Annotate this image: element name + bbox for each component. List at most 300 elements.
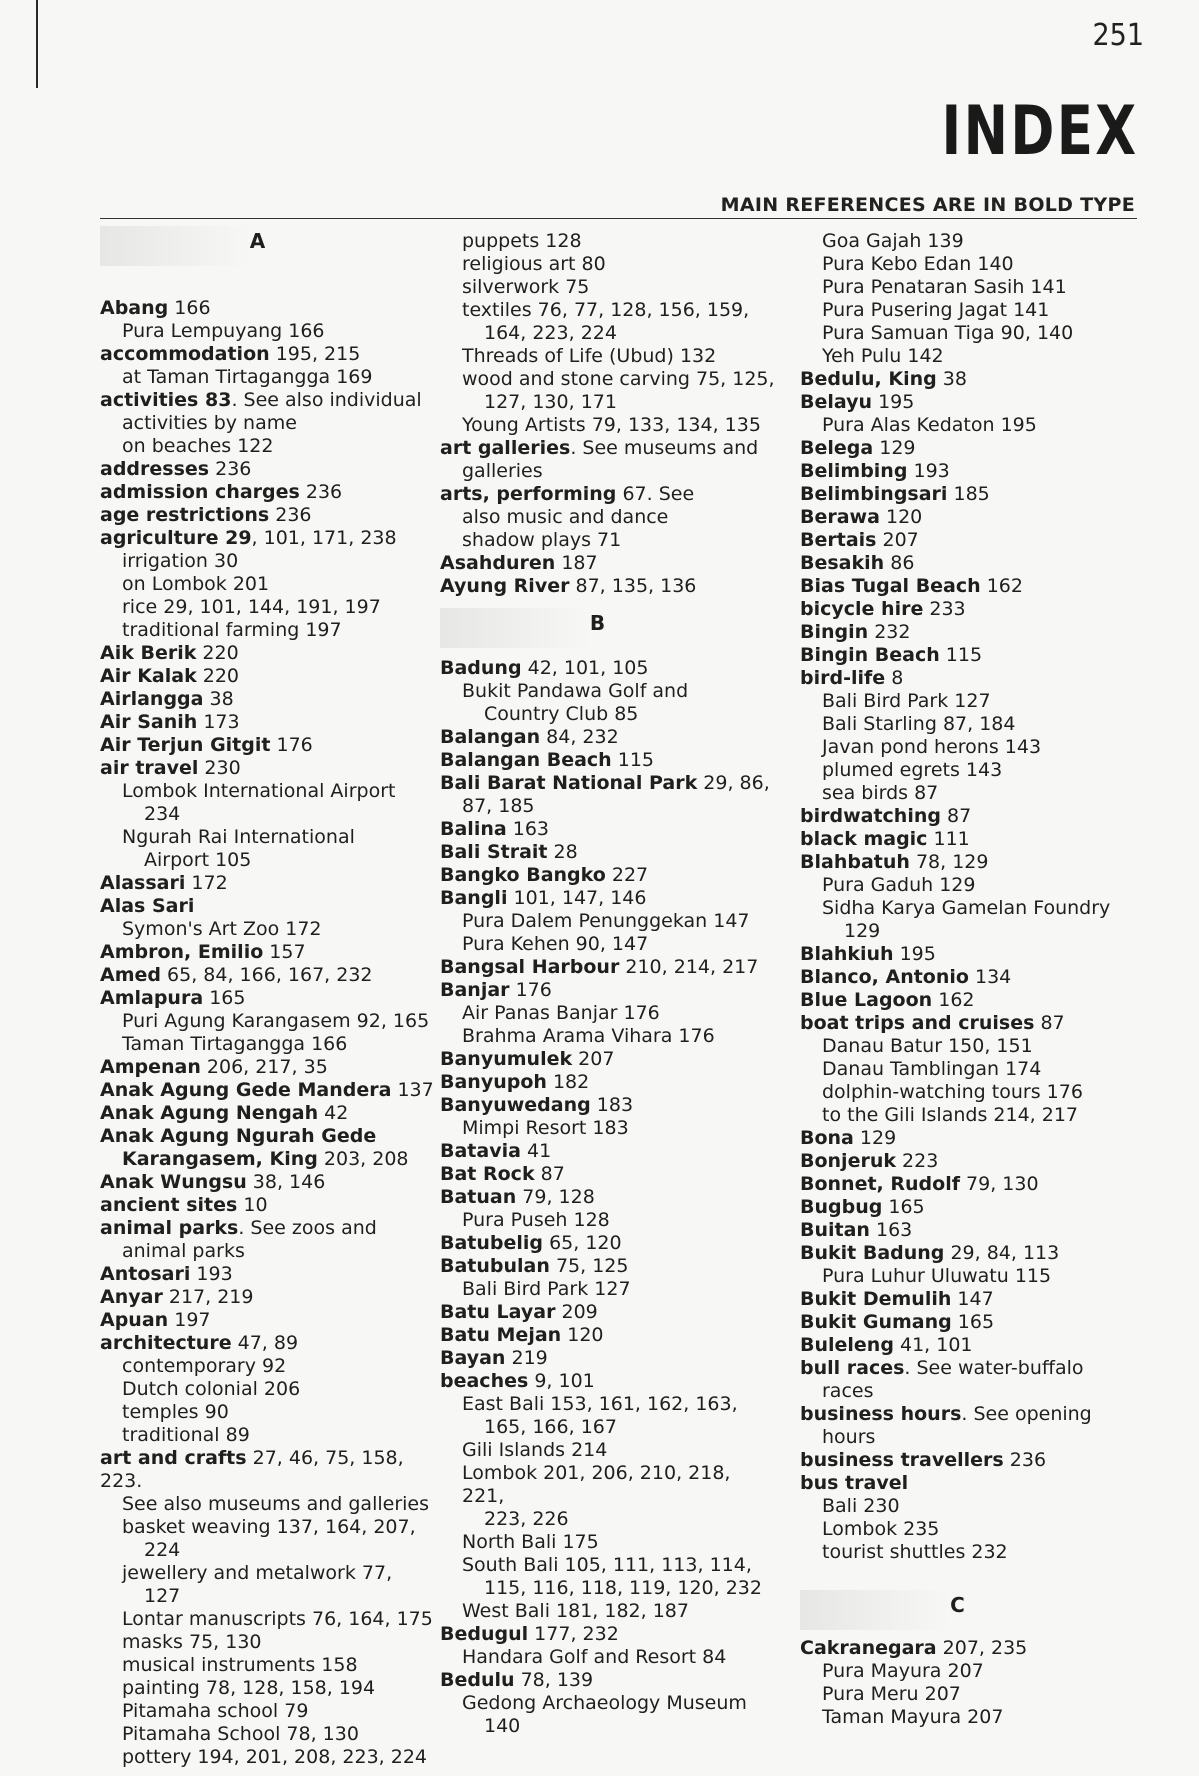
- index-entry: [440, 979, 775, 1002]
- entry-pages: jewellery and metalwork 77,: [122, 1562, 393, 1584]
- entry-pages: 47, 89: [231, 1332, 299, 1354]
- entry-term: Bat Rock: [440, 1163, 535, 1185]
- entry-pages: 87: [534, 1163, 565, 1185]
- entry-term: Anak Wungsu: [100, 1171, 247, 1193]
- index-subentry: [100, 918, 435, 941]
- entry-term: Bukit Gumang: [800, 1311, 952, 1333]
- entry-term: Bukit Demulih: [800, 1288, 952, 1310]
- index-subentry: [800, 1495, 1135, 1518]
- index-subentry: [440, 703, 775, 726]
- letter-heading-a: A: [100, 230, 435, 253]
- index-entry: [800, 575, 1135, 598]
- entry-pages: . See zoos and: [238, 1217, 377, 1239]
- entry-term: business hours: [800, 1403, 962, 1425]
- entry-pages: Bali Bird Park 127: [462, 1278, 631, 1300]
- entry-pages: 219: [505, 1347, 548, 1369]
- entry-pages: 41, 101: [893, 1334, 973, 1356]
- entry-pages: dolphin-watching tours 176: [822, 1081, 1083, 1103]
- entry-pages: Handara Golf and Resort 84: [462, 1646, 727, 1668]
- entry-pages: Lombok International Airport: [122, 780, 396, 802]
- entry-pages: 134: [968, 966, 1012, 988]
- index-entry: [440, 1370, 775, 1393]
- entry-pages: Danau Tamblingan 174: [822, 1058, 1042, 1080]
- entry-term: Anyar: [100, 1286, 163, 1308]
- index-subentry: [800, 1683, 1135, 1706]
- entry-term: Banyupoh: [440, 1071, 547, 1093]
- entry-term: Airlangga: [100, 688, 204, 710]
- index-subentry: [440, 933, 775, 956]
- entry-pages: 217, 219: [162, 1286, 254, 1308]
- entry-pages: South Bali 105, 111, 113, 114,: [462, 1554, 752, 1576]
- entry-term: accommodation: [100, 343, 270, 365]
- entry-pages: sea birds 87: [822, 782, 939, 804]
- entry-pages: 187: [555, 552, 598, 574]
- index-subentry: [440, 1439, 775, 1462]
- index-entry: [440, 1071, 775, 1094]
- letter-heading-b: B: [440, 612, 775, 635]
- entry-term: Anak Agung Nengah: [100, 1102, 319, 1124]
- entry-term: Cakranegara: [800, 1637, 937, 1659]
- index-entry: [440, 1324, 775, 1347]
- entry-term: Balina: [440, 818, 507, 840]
- index-subentry: [100, 435, 435, 458]
- index-entry: [800, 368, 1135, 391]
- index-subentry: [100, 1608, 435, 1631]
- entry-pages: 147: [951, 1288, 994, 1310]
- index-subentry: [100, 1562, 435, 1585]
- index-entry: [440, 864, 775, 887]
- index-subentry: [800, 782, 1135, 805]
- entry-pages: activities by name: [122, 412, 297, 434]
- index-entry: [100, 458, 435, 481]
- entry-pages: 38, 146: [246, 1171, 326, 1193]
- entry-pages: 227: [605, 864, 649, 886]
- index-subentry: [800, 759, 1135, 782]
- entry-pages: 232: [868, 621, 911, 643]
- entry-pages: religious art 80: [462, 253, 606, 275]
- entry-pages: 193: [190, 1263, 233, 1285]
- entry-term: art galleries: [440, 437, 571, 459]
- entry-pages: 115: [611, 749, 655, 771]
- index-subentry: [440, 1600, 775, 1623]
- index-entry: [800, 529, 1135, 552]
- entry-pages: wood and stone carving 75, 125,: [462, 368, 775, 390]
- entry-term: Batu Layar: [440, 1301, 556, 1323]
- entry-pages: 65, 84, 166, 167, 232: [161, 964, 373, 986]
- index-subentry: [440, 1577, 775, 1600]
- entry-pages: Air Panas Banjar 176: [462, 1002, 660, 1024]
- entry-pages: 163: [506, 818, 549, 840]
- entry-pages: 129: [844, 920, 881, 942]
- entry-pages: 120: [561, 1324, 604, 1346]
- entry-pages: West Bali 181, 182, 187: [462, 1600, 689, 1622]
- entry-term: Bingin Beach: [800, 644, 940, 666]
- entry-pages: Yeh Pulu 142: [822, 345, 944, 367]
- entry-pages: . See water-buffalo: [904, 1357, 1084, 1379]
- entry-pages: 157: [263, 941, 306, 963]
- index-entry: [100, 1171, 435, 1194]
- entry-pages: Mimpi Resort 183: [462, 1117, 629, 1139]
- header-rule: [100, 218, 1137, 219]
- index-entry: [440, 818, 775, 841]
- index-subentry: [800, 1706, 1135, 1729]
- index-entry: [800, 1311, 1135, 1334]
- entry-pages: 127: [144, 1585, 181, 1607]
- index-subentry: [800, 1380, 1135, 1403]
- entry-list: [440, 657, 775, 1738]
- entry-pages: 165: [951, 1311, 995, 1333]
- entry-pages: 236: [299, 481, 343, 503]
- index-entry: [800, 1357, 1135, 1380]
- index-entry: [100, 527, 435, 550]
- entry-pages: East Bali 153, 161, 162, 163,: [462, 1393, 738, 1415]
- entry-pages: 165: [203, 987, 246, 1009]
- entry-pages: Pura Puseh 128: [462, 1209, 610, 1231]
- entry-pages: 210, 214, 217: [619, 956, 759, 978]
- entry-term: bicycle hire: [800, 598, 924, 620]
- index-subentry: [440, 345, 775, 368]
- index-subentry: [100, 1424, 435, 1447]
- index-entry: [800, 851, 1135, 874]
- entry-term: Asahduren: [440, 552, 556, 574]
- entry-pages: Bali 230: [822, 1495, 900, 1517]
- entry-pages: 233: [923, 598, 966, 620]
- entry-pages: 120: [879, 506, 923, 528]
- entry-term: Air Sanih: [100, 711, 198, 733]
- entry-pages: contemporary 92: [122, 1355, 287, 1377]
- index-entry: [100, 504, 435, 527]
- index-subentry: [440, 322, 775, 345]
- entry-term: Blue Lagoon: [800, 989, 933, 1011]
- index-entry: [100, 389, 435, 412]
- entry-pages: Lombok 235: [822, 1518, 940, 1540]
- index-subentry: [440, 1531, 775, 1554]
- entry-pages: North Bali 175: [462, 1531, 599, 1553]
- entry-pages: Bali Bird Park 127: [822, 690, 991, 712]
- entry-pages: . See also individual: [231, 389, 422, 411]
- index-entry: [440, 1140, 775, 1163]
- index-subentry: [100, 619, 435, 642]
- entry-term: black magic: [800, 828, 928, 850]
- entry-term: Bedugul: [440, 1623, 529, 1645]
- entry-term: Blahkiuh: [800, 943, 894, 965]
- entry-pages: 207, 235: [936, 1637, 1028, 1659]
- index-subentry: [100, 1516, 435, 1539]
- index-subentry: [100, 1677, 435, 1700]
- entry-term: Amed: [100, 964, 161, 986]
- page-number: 251: [1092, 18, 1144, 53]
- index-subentry: [100, 1355, 435, 1378]
- index-entry: [100, 895, 435, 918]
- entry-pages: Taman Tirtagangga 166: [122, 1033, 348, 1055]
- index-subentry: [100, 412, 435, 435]
- entry-main-page: 83: [198, 389, 232, 411]
- index-subentry: [100, 1585, 435, 1608]
- entry-pages: 197: [168, 1309, 211, 1331]
- index-subentry: [440, 391, 775, 414]
- index-subentry: [440, 1715, 775, 1738]
- entry-pages: 234: [144, 803, 181, 825]
- entry-pages: 176: [509, 979, 552, 1001]
- entry-pages: 129: [873, 437, 916, 459]
- index-subentry: [440, 460, 775, 483]
- entry-pages: 84, 232: [540, 726, 619, 748]
- entry-pages: 172: [185, 872, 228, 894]
- index-entry: [800, 644, 1135, 667]
- entry-term: Ambron, Emilio: [100, 941, 264, 963]
- index-subentry: [440, 1646, 775, 1669]
- entry-pages: 9, 101: [528, 1370, 595, 1392]
- index-subentry: [100, 1493, 435, 1516]
- index-subentry: [440, 230, 775, 253]
- entry-term: Ampenan: [100, 1056, 201, 1078]
- index-subentry: [800, 230, 1135, 253]
- index-entry: [800, 1173, 1135, 1196]
- entry-pages: Goa Gajah 139: [822, 230, 964, 252]
- entry-pages: , 101, 171, 238: [251, 527, 397, 549]
- index-subentry: [100, 1240, 435, 1263]
- index-subentry: [800, 1035, 1135, 1058]
- entry-pages: Taman Mayura 207: [822, 1706, 1004, 1728]
- entry-term: animal parks: [100, 1217, 239, 1239]
- index-subentry: [100, 1401, 435, 1424]
- entry-pages: 8: [885, 667, 904, 689]
- index-subentry: [800, 1660, 1135, 1683]
- entry-pages: 206, 217, 35: [200, 1056, 328, 1078]
- index-entry: [800, 1334, 1135, 1357]
- entry-pages: 162: [932, 989, 975, 1011]
- entry-pages: 129: [853, 1127, 897, 1149]
- entry-term: Belega: [800, 437, 874, 459]
- entry-pages: also music and dance: [462, 506, 669, 528]
- entry-pages: 38: [936, 368, 967, 390]
- index-subentry: [440, 1554, 775, 1577]
- index-subentry: [100, 366, 435, 389]
- index-subentry: [440, 276, 775, 299]
- entry-list: [100, 297, 435, 1769]
- index-subentry: [440, 414, 775, 437]
- index-entry: [100, 642, 435, 665]
- index-entry: [800, 828, 1135, 851]
- index-entry: [800, 989, 1135, 1012]
- entry-term: Balangan: [440, 726, 541, 748]
- index-entry: [800, 1150, 1135, 1173]
- entry-pages: irrigation 30: [122, 550, 239, 572]
- index-entry: [440, 437, 775, 460]
- entry-pages: plumed egrets 143: [822, 759, 1003, 781]
- entry-pages: Pura Kebo Edan 140: [822, 253, 1014, 275]
- entry-pages: 224: [144, 1539, 181, 1561]
- entry-pages: 78, 139: [514, 1669, 594, 1691]
- entry-term: Amlapura: [100, 987, 204, 1009]
- index-subentry: [800, 920, 1135, 943]
- entry-term: Batavia: [440, 1140, 521, 1162]
- index-subentry: [440, 1393, 775, 1416]
- letter-heading-c: C: [800, 1594, 1135, 1617]
- index-subentry: [440, 1209, 775, 1232]
- entry-term: Air Kalak: [100, 665, 197, 687]
- entry-term: Bangli: [440, 887, 508, 909]
- index-entry: [800, 1472, 1135, 1495]
- index-entry: [100, 481, 435, 504]
- index-subentry: [800, 1058, 1135, 1081]
- index-entry: [800, 667, 1135, 690]
- entry-pages: Pura Kehen 90, 147: [462, 933, 649, 955]
- index-entry: [800, 1242, 1135, 1265]
- index-subentry: [100, 1539, 435, 1562]
- index-subentry: [800, 897, 1135, 920]
- index-entry: [100, 1332, 435, 1355]
- index-subentry: [800, 874, 1135, 897]
- index-entry: [100, 1447, 435, 1493]
- entry-pages: animal parks: [122, 1240, 245, 1262]
- index-subentry: [800, 322, 1135, 345]
- index-subentry: [440, 680, 775, 703]
- entry-pages: 182: [546, 1071, 590, 1093]
- index-entry: [800, 391, 1135, 414]
- entry-pages: Pitamaha School 78, 130: [122, 1723, 359, 1745]
- entry-pages: 79, 130: [959, 1173, 1039, 1195]
- entry-pages: 127, 130, 171: [484, 391, 617, 413]
- entry-term: bus travel: [800, 1472, 909, 1494]
- index-entry: [100, 1309, 435, 1332]
- entry-pages: 220: [196, 665, 240, 687]
- index-entry: [800, 805, 1135, 828]
- entry-term: Antosari: [100, 1263, 191, 1285]
- entry-pages: Threads of Life (Ubud) 132: [462, 345, 717, 367]
- index-entry: [100, 1125, 435, 1148]
- index-entry: [100, 297, 435, 320]
- index-subentry: [100, 1378, 435, 1401]
- entry-pages: Pura Luhur Uluwatu 115: [822, 1265, 1052, 1287]
- entry-pages: 86: [884, 552, 915, 574]
- index-entry: [440, 575, 775, 598]
- index-subentry: [800, 276, 1135, 299]
- entry-pages: 78, 129: [909, 851, 989, 873]
- index-subentry: [100, 1723, 435, 1746]
- index-subentry: [440, 1462, 775, 1508]
- page-title: INDEX: [942, 92, 1139, 171]
- entry-term: Belimbing: [800, 460, 908, 482]
- entry-pages: 27, 46, 75, 158, 223.: [100, 1447, 404, 1492]
- entry-list: [800, 230, 1135, 1564]
- index-entry: [100, 711, 435, 734]
- index-column-2: [440, 230, 775, 1738]
- index-entry: [800, 1637, 1135, 1660]
- entry-main-page: 29: [218, 527, 252, 549]
- index-entry: [800, 943, 1135, 966]
- index-subentry: [440, 795, 775, 818]
- entry-term: Banyumulek: [440, 1048, 573, 1070]
- index-entry: [440, 887, 775, 910]
- index-subentry: [100, 320, 435, 343]
- index-entry: [800, 1288, 1135, 1311]
- index-entry: [800, 1196, 1135, 1219]
- entry-pages: 223, 226: [484, 1508, 569, 1530]
- index-entry: [440, 1347, 775, 1370]
- index-entry: [100, 872, 435, 895]
- index-subentry: [800, 1265, 1135, 1288]
- entry-pages: 195: [872, 391, 915, 413]
- index-entry: [100, 1056, 435, 1079]
- index-subentry: [100, 1010, 435, 1033]
- index-subentry: [440, 506, 775, 529]
- index-entry: [440, 1186, 775, 1209]
- entry-pages: Young Artists 79, 133, 134, 135: [462, 414, 761, 436]
- index-subentry: [100, 596, 435, 619]
- index-subentry: [100, 826, 435, 849]
- index-entry: [100, 757, 435, 780]
- index-entry: [440, 956, 775, 979]
- entry-pages: rice 29, 101, 144, 191, 197: [122, 596, 381, 618]
- entry-pages: Pitamaha school 79: [122, 1700, 309, 1722]
- entry-pages: 195: [893, 943, 936, 965]
- index-entry: [440, 1094, 775, 1117]
- index-entry: [800, 598, 1135, 621]
- index-column-3: [800, 230, 1135, 1729]
- entry-pages: musical instruments 158: [122, 1654, 358, 1676]
- index-entry: [800, 437, 1135, 460]
- entry-pages: 29, 84, 113: [944, 1242, 1060, 1264]
- index-entry: [100, 1217, 435, 1240]
- entry-pages: . See opening: [961, 1403, 1092, 1425]
- index-subentry: [800, 1426, 1135, 1449]
- entry-pages: 207: [572, 1048, 615, 1070]
- index-subentry: [100, 1700, 435, 1723]
- entry-pages: 28: [547, 841, 578, 863]
- entry-pages: 236: [1003, 1449, 1047, 1471]
- entry-pages: 209: [555, 1301, 598, 1323]
- entry-term: Bonjeruk: [800, 1150, 896, 1172]
- entry-pages: 173: [197, 711, 240, 733]
- entry-pages: 87, 135, 136: [569, 575, 697, 597]
- entry-pages: traditional 89: [122, 1424, 250, 1446]
- entry-pages: Dutch colonial 206: [122, 1378, 301, 1400]
- entry-term: Batuan: [440, 1186, 517, 1208]
- entry-term: Bingin: [800, 621, 869, 643]
- entry-pages: Pura Gaduh 129: [822, 874, 976, 896]
- entry-pages: 185: [947, 483, 990, 505]
- entry-pages: Symon's Art Zoo 172: [122, 918, 322, 940]
- entry-term: Bugbug: [800, 1196, 883, 1218]
- entry-term: business travellers: [800, 1449, 1004, 1471]
- entry-pages: silverwork 75: [462, 276, 590, 298]
- index-subentry: [440, 1002, 775, 1025]
- entry-pages: Country Club 85: [484, 703, 639, 725]
- entry-pages: 140: [484, 1715, 521, 1737]
- entry-term: Bangsal Harbour: [440, 956, 620, 978]
- entry-term: Apuan: [100, 1309, 169, 1331]
- entry-pages: 195, 215: [269, 343, 361, 365]
- entry-pages: 87: [940, 805, 972, 827]
- entry-pages: 65, 120: [543, 1232, 622, 1254]
- entry-term: Air Terjun Gitgit: [100, 734, 271, 756]
- index-entry: [100, 941, 435, 964]
- index-subentry: [440, 253, 775, 276]
- entry-term: Badung: [440, 657, 522, 679]
- entry-pages: 111: [927, 828, 970, 850]
- index-entry: [100, 987, 435, 1010]
- entry-term: Belimbingsari: [800, 483, 948, 505]
- index-entry: [100, 343, 435, 366]
- entry-pages: traditional farming 197: [122, 619, 342, 641]
- entry-pages: Pura Lempuyang 166: [122, 320, 325, 342]
- index-entry: [440, 552, 775, 575]
- index-entry: [440, 657, 775, 680]
- entry-pages: textiles 76, 77, 128, 156, 159,: [462, 299, 750, 321]
- index-entry: [100, 688, 435, 711]
- entry-pages: Pura Pusering Jagat 141: [822, 299, 1050, 321]
